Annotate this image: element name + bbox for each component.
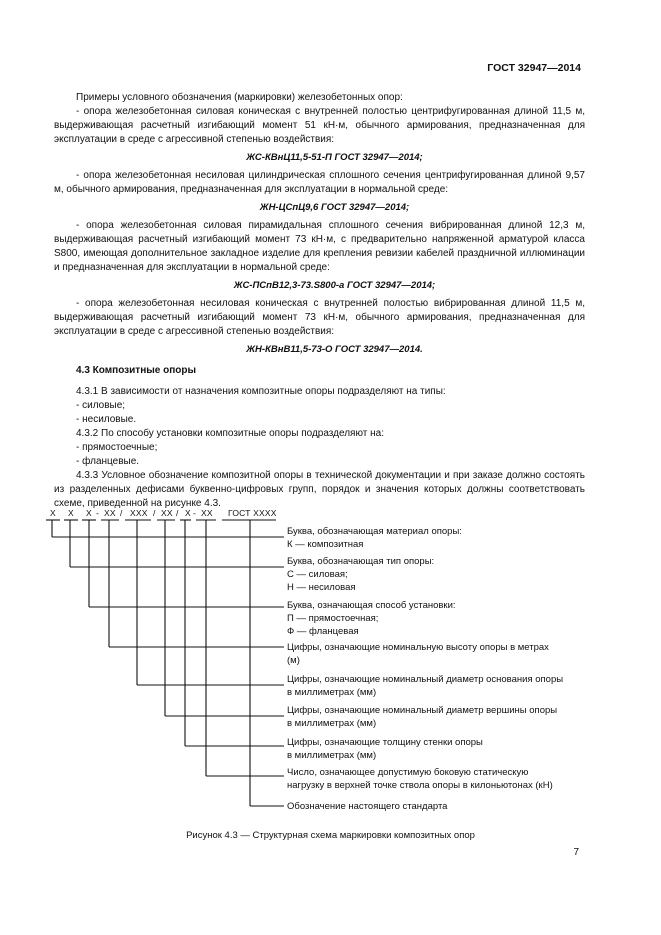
legend-line: Цифры, означающие толщину стенки опоры [287, 737, 483, 748]
legend-wall [287, 736, 587, 762]
paragraph-4-3-3: 4.3.3 Условное обозначение композитной опоры в технической документации и при заказе должно состоять из разделенных дефисами буквенно-цифровых групп, порядок и значения которых должны соответствовать схеме, приведенной на рисунке 4.3. [54, 470, 585, 509]
legend-line: Число, означающее допустимую боковую статическую [287, 767, 529, 778]
paragraph-4-3-2: 4.3.2 По способу установки композитные опоры подразделяют на: [76, 428, 384, 439]
legend-line: Обозначение настоящего стандарта [287, 801, 448, 812]
legend-line: С — силовая; [287, 569, 348, 580]
code-separator: - [96, 508, 100, 518]
example-text-3: - опора железобетонная силовая пирамидальная сплошного сечения вибрированная длиной 12,3 м, выдерживающая расчетный изгибающий момент 73 кН·м, с предварительно напряженной арматурой класса S800, имеющая дополнительное закладное изделие для крепления ревизии кабелей праздничной иллюминации и предназначенная для эксплуатации в нормальной среде: [54, 220, 585, 273]
legend-line: Цифры, означающие номинальный диаметр основания опоры [287, 674, 564, 685]
legend-height [287, 641, 587, 667]
example-mark-2: ЖН-ЦСпЦ9,6 ГОСТ 32947—2014; [259, 202, 410, 213]
legend-line: в миллиметрах (мм) [287, 718, 377, 729]
legend-line: в миллиметрах (мм) [287, 750, 377, 761]
legend-load [287, 766, 587, 792]
legend-base-diameter [287, 673, 587, 699]
code-top-diameter: ХХ [161, 508, 173, 518]
install-item: - прямостоечные; [76, 442, 158, 453]
legend-material [287, 525, 587, 551]
legend-line: нагрузку в верхней точке ствола опоры в килоньютонах (кН) [287, 780, 553, 791]
code-separator: / [120, 508, 123, 518]
example-text-4: - опора железобетонная несиловая коническая с внутренней полостью вибрированная длиной 11,5 м, выдерживающая расчетный изгибающий момент 73 кН·м, обычного армирования, предназначенная для эксплуатации в среде с агрессивной степенью воздействия: [54, 298, 585, 337]
paragraph-4-3-1: 4.3.1 В зависимости от назначения композитные опоры подразделяют на типы: [76, 386, 446, 397]
code-material: Х [50, 508, 56, 518]
section-title: 4.3 Композитные опоры [76, 365, 197, 376]
code-wall: Х [185, 508, 191, 518]
type-item: - силовые; [76, 400, 126, 411]
code-separator: / [153, 508, 156, 518]
legend-line: в миллиметрах (мм) [287, 687, 377, 698]
legend-line: Н — несиловая [287, 582, 356, 593]
legend-line: Цифры, означающие номинальную высоту опоры в метрах [287, 642, 549, 653]
code-separator: - [193, 508, 197, 518]
legend-line: Ф — фланцевая [287, 626, 359, 637]
legend-line: Буква, означающая способ установки: [287, 600, 456, 611]
legend-line: П — прямостоечная; [287, 613, 379, 624]
legend-top-diameter [287, 704, 587, 730]
page-number: 7 [573, 847, 579, 858]
marking-diagram [0, 500, 661, 820]
legend-line: К — композитная [287, 539, 364, 550]
example-text-2: - опора железобетонная несиловая цилиндрическая сплошного сечения центрифугированная длиной 9,57 м, обычного армирования, предназначенная для эксплуатации в нормальной среде: [54, 170, 585, 195]
standard-header: ГОСТ 32947—2014 [487, 62, 581, 74]
code-height: ХХ [104, 508, 116, 518]
example-mark-1: ЖС-КВнЦ11,5-51-П ГОСТ 32947—2014; [246, 152, 423, 163]
code-standard: ГОСТ ХХХХ [228, 508, 277, 518]
code-install: Х [86, 508, 92, 518]
legend-line: (м) [287, 655, 300, 666]
code-separator: / [176, 508, 179, 518]
code-base-diameter: ХХХ [130, 508, 148, 518]
figure-caption: Рисунок 4.3 — Структурная схема маркировки композитных опор [186, 830, 475, 841]
type-item: - несиловые. [76, 414, 137, 425]
examples-intro: Примеры условного обозначения (маркировки) железобетонных опор: [76, 92, 403, 103]
legend-line: Буква, обозначающая тип опоры: [287, 556, 435, 567]
body-text [54, 91, 585, 511]
install-item: - фланцевые. [76, 456, 140, 467]
legend-install [287, 599, 587, 638]
example-mark-3: ЖС-ПСпВ12,3-73.S800-а ГОСТ 32947—2014; [233, 280, 436, 291]
legend-line: Буква, обозначающая материал опоры: [287, 526, 462, 537]
legend-line: Цифры, означающие номинальный диаметр вершины опоры [287, 705, 558, 716]
legend-type [287, 555, 587, 594]
code-load: ХХ [201, 508, 213, 518]
legend-standard [287, 800, 587, 813]
example-mark-4: ЖН-КВнВ11,5-73-О ГОСТ 32947—2014. [246, 344, 423, 355]
code-type: Х [68, 508, 74, 518]
example-text-1: - опора железобетонная силовая коническая с внутренней полостью центрифугированная длиной 11,5 м, выдерживающая расчетный изгибающий момент 51 кН·м, обычного армирования, предназначенная для эксплуатации в среде с агрессивной степенью воздействия: [54, 106, 585, 145]
